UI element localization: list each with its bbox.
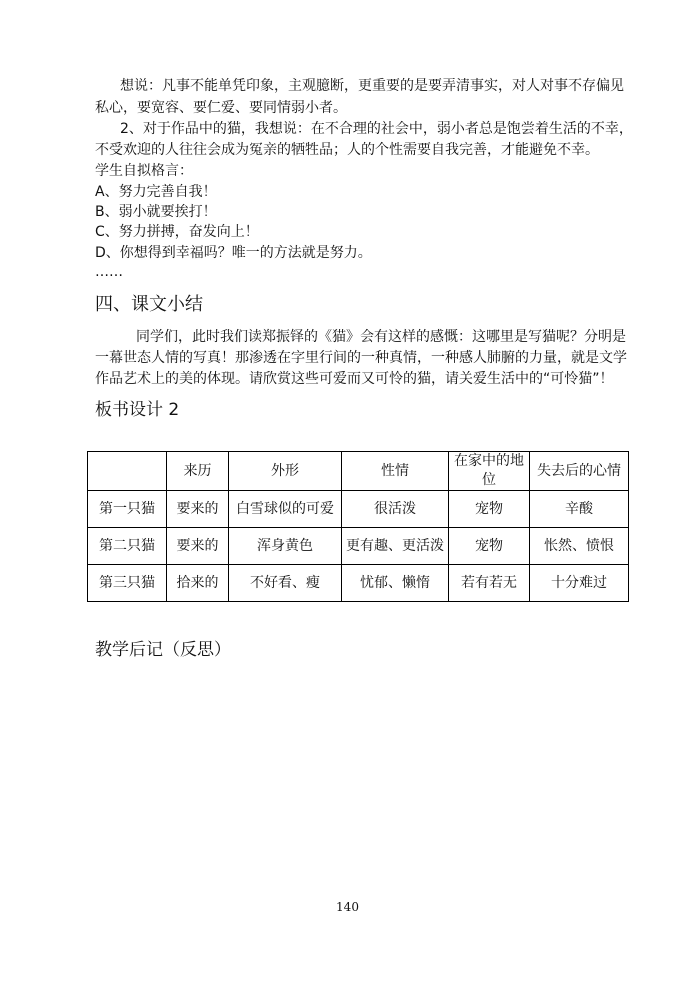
table-header-cell: 外形 <box>229 452 342 491</box>
table-header-cell: 失去后的心情 <box>530 452 629 491</box>
table-row <box>88 491 629 528</box>
board-design-title: 板书设计 2 <box>95 400 180 420</box>
table-cell: 很活泼 <box>342 491 449 528</box>
paragraph-line: 2、对于作品中的猫，我想说：在不合理的社会中，弱小者总是饱尝着生活的不幸， <box>120 121 633 137</box>
table-cell: 不好看、瘦 <box>229 565 342 602</box>
table-cell: 忧郁、懒惰 <box>342 565 449 602</box>
reflection-heading: 教学后记（反思） <box>95 640 231 660</box>
section-heading: 四、课文小结 <box>95 294 203 315</box>
summary-line: 一幕世态人情的写真！那渗透在字里行间的一种真情，一种感人肺腑的力量，就是文学 <box>95 350 627 366</box>
table-cell: 十分难过 <box>530 565 629 602</box>
table-header-cell: 性情 <box>342 452 449 491</box>
table-header-row <box>88 452 629 491</box>
table-cell: 若有若无 <box>449 565 530 602</box>
motto-item: C、努力拼搏，奋发向上！ <box>95 224 259 240</box>
motto-item: B、弱小就要挨打！ <box>95 204 217 220</box>
motto-item: A、努力完善自我！ <box>95 184 217 200</box>
board-design-table <box>87 451 629 602</box>
table-cell: 宠物 <box>449 528 530 565</box>
motto-intro: 学生自拟格言： <box>95 163 193 179</box>
table-row <box>88 528 629 565</box>
table-header-cell <box>88 452 167 491</box>
summary-line: 作品艺术上的美的体现。请欣赏这些可爱而又可怜的猫，请关爱生活中的“可怜猫”！ <box>95 371 614 387</box>
table-cell: 辛酸 <box>530 491 629 528</box>
table-cell: 要来的 <box>167 528 229 565</box>
paragraph-line: 不受欢迎的人往往会成为冤亲的牺牲品；人的个性需要自我完善，才能避免不幸。 <box>95 142 599 158</box>
table-cell: 第三只猫 <box>88 565 167 602</box>
table-cell: 要来的 <box>167 491 229 528</box>
table-row <box>88 565 629 602</box>
table-header-cell: 来历 <box>167 452 229 491</box>
motto-item: D、你想得到幸福吗？唯一的方法就是努力。 <box>95 245 372 261</box>
table-cell: 怅然、愤恨 <box>530 528 629 565</box>
table-cell: 更有趣、更活泼 <box>342 528 449 565</box>
table-cell: 第二只猫 <box>88 528 167 565</box>
table-cell: 浑身黄色 <box>229 528 342 565</box>
paragraph-line: 想说：凡事不能单凭印象，主观臆断，更重要的是要弄清事实，对人对事不存偏见 <box>120 78 624 94</box>
paragraph-line: 私心，要宽容、要仁爱、要同情弱小者。 <box>95 100 347 116</box>
table-header-cell: 在家中的地位 <box>449 452 530 491</box>
table-cell: 宠物 <box>449 491 530 528</box>
ellipsis: …… <box>95 264 123 280</box>
page-number: 140 <box>336 900 359 914</box>
table-cell: 第一只猫 <box>88 491 167 528</box>
table-cell: 白雪球似的可爱 <box>229 491 342 528</box>
table-cell: 拾来的 <box>167 565 229 602</box>
summary-line: 同学们，此时我们读郑振铎的《猫》会有这样的感慨：这哪里是写猫呢？分明是 <box>136 329 626 345</box>
